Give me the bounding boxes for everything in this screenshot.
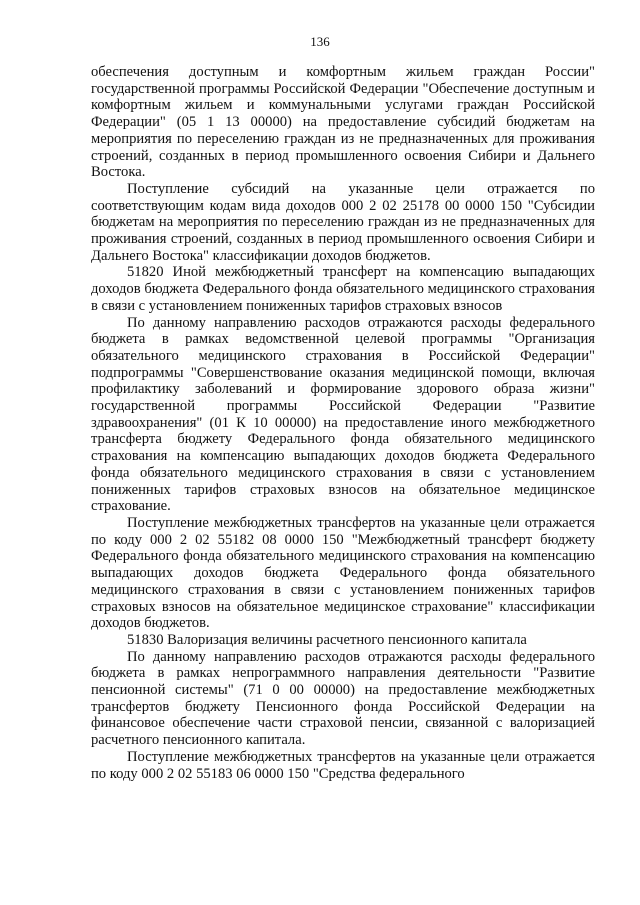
- paragraph-8: Поступление межбюджетных трансфертов на указанные цели отражается по коду 000 2 02 55183 06 0000 150 "Средства федерального: [91, 748, 595, 782]
- page-number: 136: [310, 34, 330, 49]
- paragraph-4: По данному направлению расходов отражаются расходы федерального бюджета в рамках ведомственной целевой программы "Организация обязательного медицинского страхования в Российской Федерации" подпрограммы "Совершенствование оказания медицинской помощи, включая профилактику заболеваний и формирование здорового образа жизни" государственной программы Российской Федерации "Развитие здравоохранения" (01 К 10 00000) на предоставление иного межбюджетного трансферта бюджету Федерального фонда обязательного медицинского страхования на компенсацию выпадающих доходов бюджета Федерального фонда обязательного медицинского страхования в связи с установлением пониженных тарифов страховых взносов на обязательное медицинское страхование.: [91, 314, 595, 515]
- paragraph-1: обеспечения доступным и комфортным жильем граждан России" государственной программы Российской Федерации "Обеспечение доступным и комфортным жильем и коммунальными услугами граждан Российской Федерации" (05 1 13 00000) на предоставление субсидий бюджетам на мероприятия по переселению граждан из не предназначенных для проживания строений, созданных в период промышленного освоения Сибири и Дальнего Востока.: [91, 64, 595, 181]
- paragraph-2: Поступление субсидий на указанные цели отражается по соответствующим кодам вида доходов 000 2 02 25178 00 0000 150 "Субсидии бюджетам на мероприятия по переселению граждан из не предназначенных для проживания строений, созданных в период промышленного освоения Сибири и Дальнего Востока" классификации доходов бюджетов.: [91, 180, 595, 264]
- section-heading-51820: 51820 Иной межбюджетный трансферт на компенсацию выпадающих доходов бюджета Федерального фонда обязательного медицинского страхования в связи с установлением пониженных тарифов страховых взносов: [91, 264, 595, 314]
- paragraph-5: Поступление межбюджетных трансфертов на указанные цели отражается по коду 000 2 02 55182 08 0000 150 "Межбюджетный трансферт бюджету Федерального фонда обязательного медицинского страхования на компенсацию выпадающих доходов бюджета Федерального фонда обязательного медицинского страхования в связи с установлением пониженных тарифов страховых взносов на обязательное медицинское страхование" классификации доходов бюджетов.: [91, 514, 595, 632]
- document-body: [91, 64, 595, 782]
- section-heading-51830: 51830 Валоризация величины расчетного пенсионного капитала: [127, 631, 527, 648]
- paragraph-7: По данному направлению расходов отражаются расходы федерального бюджета в рамках непрограммного направления деятельности "Развитие пенсионной системы" (71 0 00 00000) на предоставление межбюджетных трансфертов бюджету Пенсионного фонда Российской Федерации на финансовое обеспечение части страховой пенсии, связанной с валоризацией расчетного пенсионного капитала.: [91, 648, 595, 749]
